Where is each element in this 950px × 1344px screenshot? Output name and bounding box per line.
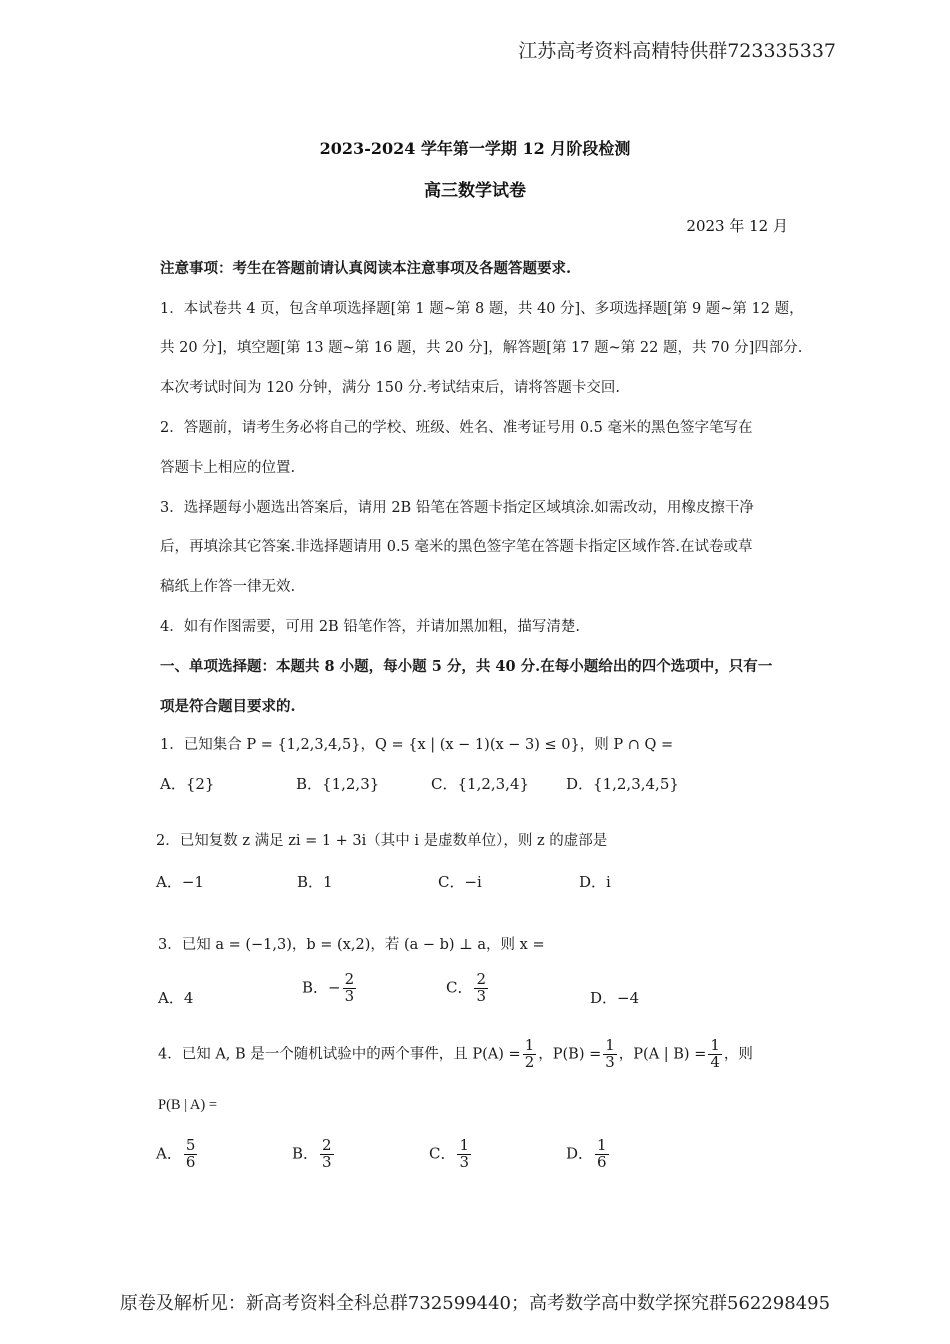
fraction-denominator: 3 [322,1152,332,1171]
question-3-option-c [446,972,490,1005]
fraction-numerator: 1 [710,1036,720,1054]
question-1-option-d: D．{1,2,3,4,5} [566,775,679,793]
question-3-option-b [302,972,358,1005]
option-label: C． [429,1144,456,1163]
q4-stem-part: ，P(A | B) = [618,1046,707,1063]
fraction-denominator: 3 [605,1052,615,1071]
option-label: B． [292,1144,319,1163]
fraction-numerator: 1 [605,1036,615,1054]
question-4-stem [158,1038,753,1071]
fraction [603,1038,617,1071]
fraction [595,1138,609,1171]
fraction-denominator: 6 [597,1152,607,1171]
question-4-option-a [156,1138,199,1171]
question-2-option-d: D．i [579,873,611,891]
fraction [523,1038,537,1071]
notice-line: 后，再填涂其它答案.非选择题请用 0.5 毫米的黑色签字笔在答题卡指定区域作答.在试卷或草 [160,539,753,555]
fraction-denominator: 3 [344,986,355,1005]
header-group-note: 江苏高考资料高精特供群723335337 [518,40,836,62]
question-1-option-b: B．{1,2,3} [296,775,380,793]
notice-line: 答题卡上相应的位置. [160,460,296,476]
question-2-stem: 2．已知复数 z 满足 zi = 1 + 3i（其中 i 是虚数单位），则 z 的虚部是 [156,833,608,849]
notice-heading: 注意事项：考生在答题前请认真阅读本注意事项及各题答题要求. [160,260,572,277]
option-c-label: C． [446,978,473,997]
question-1-option-c: C．{1,2,3,4} [431,775,530,793]
option-label: D． [566,1144,594,1163]
fraction-numerator: 1 [524,1036,535,1054]
notice-line: 2．答题前，请考生务必将自己的学校、班级、姓名、准考证号用 0.5 毫米的黑色签字笔写在 [160,420,753,436]
notice-line: 1．本试卷共 4 页，包含单项选择题[第 1 题~第 8 题，共 40 分]、多项选择题[第 9 题~第 12 题， [160,301,804,317]
fraction-denominator: 3 [459,1152,470,1171]
fraction-numerator: 1 [597,1136,607,1154]
fraction [708,1038,722,1071]
option-b-label: B．− [302,978,341,997]
question-3-option-d: D．−4 [590,989,640,1007]
fraction-numerator: 1 [459,1136,470,1154]
fraction [457,1138,471,1171]
question-3-stem: 3．已知 a = (−1,3)，b = (x,2)，若 (a − b) ⊥ a，则 x = [158,937,545,953]
question-1-option-a: A．{2} [160,775,215,793]
question-2-option-c: C．−i [438,873,482,891]
question-4-stem-line2: P(B | A) = [158,1097,218,1113]
q4-stem-part: ，P(B) = [538,1046,602,1063]
notice-line: 3．选择题每小题选出答案后，请用 2B 铅笔在答题卡指定区域填涂.如需改动，用橡皮擦干净 [160,500,754,516]
question-1-stem: 1．已知集合 P = {1,2,3,4,5}，Q = {x | (x − 1)(x − 3) ≤ 0}，则 P ∩ Q = [160,737,674,753]
question-4-option-c [429,1138,473,1171]
question-4-option-d [566,1138,611,1171]
question-4-option-b [292,1138,336,1171]
fraction-numerator: 2 [476,970,487,988]
fraction-denominator: 4 [710,1052,720,1071]
fraction-denominator: 2 [524,1052,535,1071]
notice-line: 稿纸上作答一律无效. [160,579,296,595]
q4-stem-part: ，则 [723,1046,753,1063]
exam-subtitle: 高三数学试卷 [424,181,526,201]
exam-date: 2023 年 12 月 [686,217,788,235]
notice-line: 4．如有作图需要，可用 2B 铅笔作答，并请加黑加粗，描写清楚. [160,619,580,635]
fraction [320,1138,334,1171]
fraction [184,1138,198,1171]
fraction-denominator: 3 [476,986,487,1005]
section-heading-cont: 项是符合题目要求的. [160,698,296,715]
fraction-numerator: 2 [322,1136,332,1154]
notice-line: 本次考试时间为 120 分钟，满分 150 分.考试结束后，请将答题卡交回. [160,380,621,396]
question-2-option-b: B．1 [297,873,333,891]
fraction [343,972,357,1005]
fraction-numerator: 2 [344,970,355,988]
question-3-option-a: A．4 [158,989,194,1007]
question-2-option-a: A．−1 [156,873,204,891]
fraction-numerator: 5 [185,1136,196,1154]
q4-stem-part: 4．已知 A, B 是一个随机试验中的两个事件，且 P(A) = [158,1046,521,1063]
fraction [474,972,488,1005]
fraction-denominator: 6 [185,1152,196,1171]
option-label: A． [156,1144,182,1163]
notice-line: 共 20 分]，填空题[第 13 题~第 16 题，共 20 分]，解答题[第 17 题~第 22 题，共 70 分]四部分. [160,340,803,356]
exam-title: 2023-2024 学年第一学期 12 月阶段检测 [319,139,631,158]
footer-group-note: 原卷及解析见：新高考资料全科总群732599440；高考数学高中数学探究群562298495 [119,1293,831,1314]
section-heading: 一、单项选择题：本题共 8 小题，每小题 5 分，共 40 分.在每小题给出的四个选项中，只有一 [160,658,773,675]
